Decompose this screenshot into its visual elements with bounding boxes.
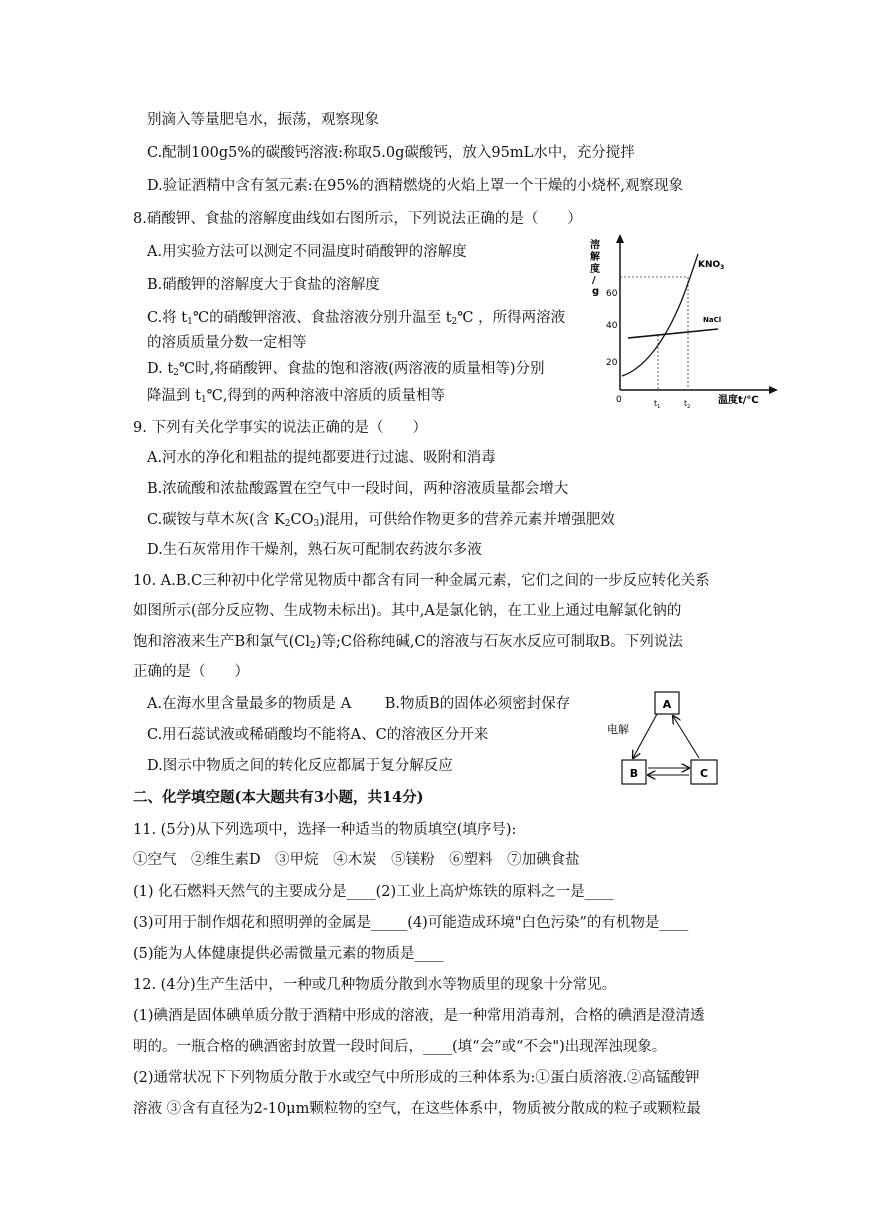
svg-text:/: / — [592, 275, 596, 286]
t2-label: $t_2$ — [684, 399, 691, 410]
nacl-curve — [628, 329, 718, 338]
question-10: 10. A.B.C三种初中化学常见物质中都含有同一种金属元素，它们之间的一步反应转化关系 — [133, 573, 710, 589]
q8-option-c: C.将 $t_1℃$的硝酸钾溶液、食盐溶液分别升温至 $t_2℃$ ，所得两溶液 — [147, 310, 566, 327]
label-a: A — [662, 698, 672, 711]
arrow-c-to-a — [673, 716, 699, 758]
q8-option-c-continued: 的溶质质量分数一定相等 — [147, 335, 307, 351]
question-11: 11. (5分)从下列选项中，选择一种适当的物质填空(填序号): — [133, 822, 517, 838]
q11-blank-5: (5)能为人体健康提供必需微量元素的物质是____ — [133, 946, 444, 962]
question-10-line3: 饱和溶液来生产B和氯气$(Cl_2)$等;C俗称纯碱,C的溶液与石灰水反应可制取B。下列说法 — [133, 634, 683, 651]
q12-part-2-continued: 溶液 ③含有直径为2-10μm颗粒物的空气，在这些体系中，物质被分散成的粒子或颗粒最 — [133, 1101, 701, 1117]
nacl-label: NaCl — [703, 316, 722, 324]
solubility-graph — [586, 232, 786, 414]
option-b-continued: 别滴入等量肥皂水，振荡，观察现象 — [147, 112, 379, 128]
q9-option-a: A.河水的净化和粗盐的提纯都要进行过滤、吸附和消毒 — [147, 450, 496, 466]
q9-option-d: D.生石灰常用作干燥剂，熟石灰可配制农药波尔多液 — [147, 542, 482, 558]
t1-label: $t_1$ — [654, 399, 661, 410]
q9-option-c: C.碳铵与草木灰(含 $K_2CO_3$)混用，可供给作物更多的营养元素并增强肥效 — [147, 512, 615, 529]
question-8: 8.硝酸钾、食盐的溶解度曲线如右图所示，下列说法正确的是（ ） — [133, 211, 582, 227]
question-10-line4: 正确的是（ ） — [133, 664, 249, 680]
option-d: D.验证酒精中含有氢元素:在95%的酒精燃烧的火焰上罩一个干燥的小烧杯,观察现象 — [147, 178, 683, 194]
kno3-curve — [622, 254, 698, 376]
y-axis-arrow — [616, 234, 624, 243]
question-10-line2: 如图所示(部分反应物、生成物未标出)。其中,A是氯化钠，在工业上通过电解氯化钠的 — [133, 603, 682, 619]
x-axis-arrow — [769, 386, 778, 394]
question-12: 12. (4分)生产生活中，一种或几种物质分散到水等物质里的现象十分常见。 — [133, 977, 617, 993]
q11-blanks-3-4: (3)可用于制作烟花和照明弹的金属是_____(4)可能造成环境"白色污染”的有机物是____ — [133, 915, 689, 931]
option-c: C.配制100g5%的碳酸钙溶液:称取5.0g碳酸钙，放入95mL水中，充分搅拌 — [147, 145, 635, 161]
label-c: C — [699, 767, 709, 780]
svg-text:解: 解 — [590, 252, 600, 263]
origin-label: 0 — [616, 395, 622, 405]
tick-40: 40 — [606, 321, 618, 331]
q12-part-2: (2)通常状况下下列物质分散于水或空气中所形成的三种体系为:①蛋白质溶液.②高锰酸钾 — [133, 1070, 700, 1086]
svg-text:溶: 溶 — [590, 240, 600, 251]
conversion-diagram — [605, 688, 745, 790]
x-axis-label: 温度t/℃ — [718, 395, 759, 406]
q8-option-d: D. $t_2℃$时,将硝酸钾、食盐的饱和溶液(两溶液的质量相等)分别 — [147, 361, 545, 378]
kno3-label: $KNO_3$ — [698, 260, 725, 271]
q10-option-c: C.用石蕊试液或稀硝酸均不能将A、C的溶液区分开来 — [147, 727, 489, 743]
section-2-heading: 二、化学填空题(本大题共有3小题，共14分) — [133, 789, 424, 806]
arrow-a-to-b — [633, 714, 657, 758]
q8-option-d-continued: 降温到 $t_1℃$,得到的两种溶液中溶质的质量相等 — [147, 388, 446, 405]
label-b: B — [629, 767, 639, 780]
q10-option-ab: A.在海水里含量最多的物质是 A B.物质B的固体必须密封保存 — [147, 696, 571, 712]
q11-options: ①空气 ②维生素D ③甲烷 ④木炭 ⑤镁粉 ⑥塑料 ⑦加碘食盐 — [133, 852, 580, 868]
tick-60: 60 — [606, 289, 618, 299]
q8-option-b: B.硝酸钾的溶解度大于食盐的溶解度 — [147, 277, 380, 293]
electrolysis-label: 电解 — [607, 723, 629, 736]
y-axis-label — [590, 238, 601, 297]
q12-part-1-continued: 明的。一瓶合格的碘酒密封放置一段时间后，____(填“会”或“不会")出现浑浊现象。 — [133, 1039, 667, 1055]
q8-option-a: A.用实验方法可以测定不同温度时硝酸钾的溶解度 — [147, 244, 467, 260]
tick-20: 20 — [606, 358, 618, 368]
q11-blanks-1-2: (1) 化石燃料天然气的主要成分是____(2)工业上高炉炼铁的原料之一是____ — [133, 884, 614, 900]
q10-option-d: D.图示中物质之间的转化反应都属于复分解反应 — [147, 758, 453, 774]
svg-text:度: 度 — [590, 264, 600, 275]
q9-option-b: B.浓硫酸和浓盐酸露置在空气中一段时间，两种溶液质量都会增大 — [147, 481, 569, 497]
q12-part-1: (1)碘酒是固体碘单质分散于酒精中形成的溶液，是一种常用消毒剂，合格的碘酒是澄清透 — [133, 1008, 705, 1024]
svg-text:g: g — [592, 286, 600, 297]
question-9: 9. 下列有关化学事实的说法正确的是（ ） — [133, 420, 427, 436]
